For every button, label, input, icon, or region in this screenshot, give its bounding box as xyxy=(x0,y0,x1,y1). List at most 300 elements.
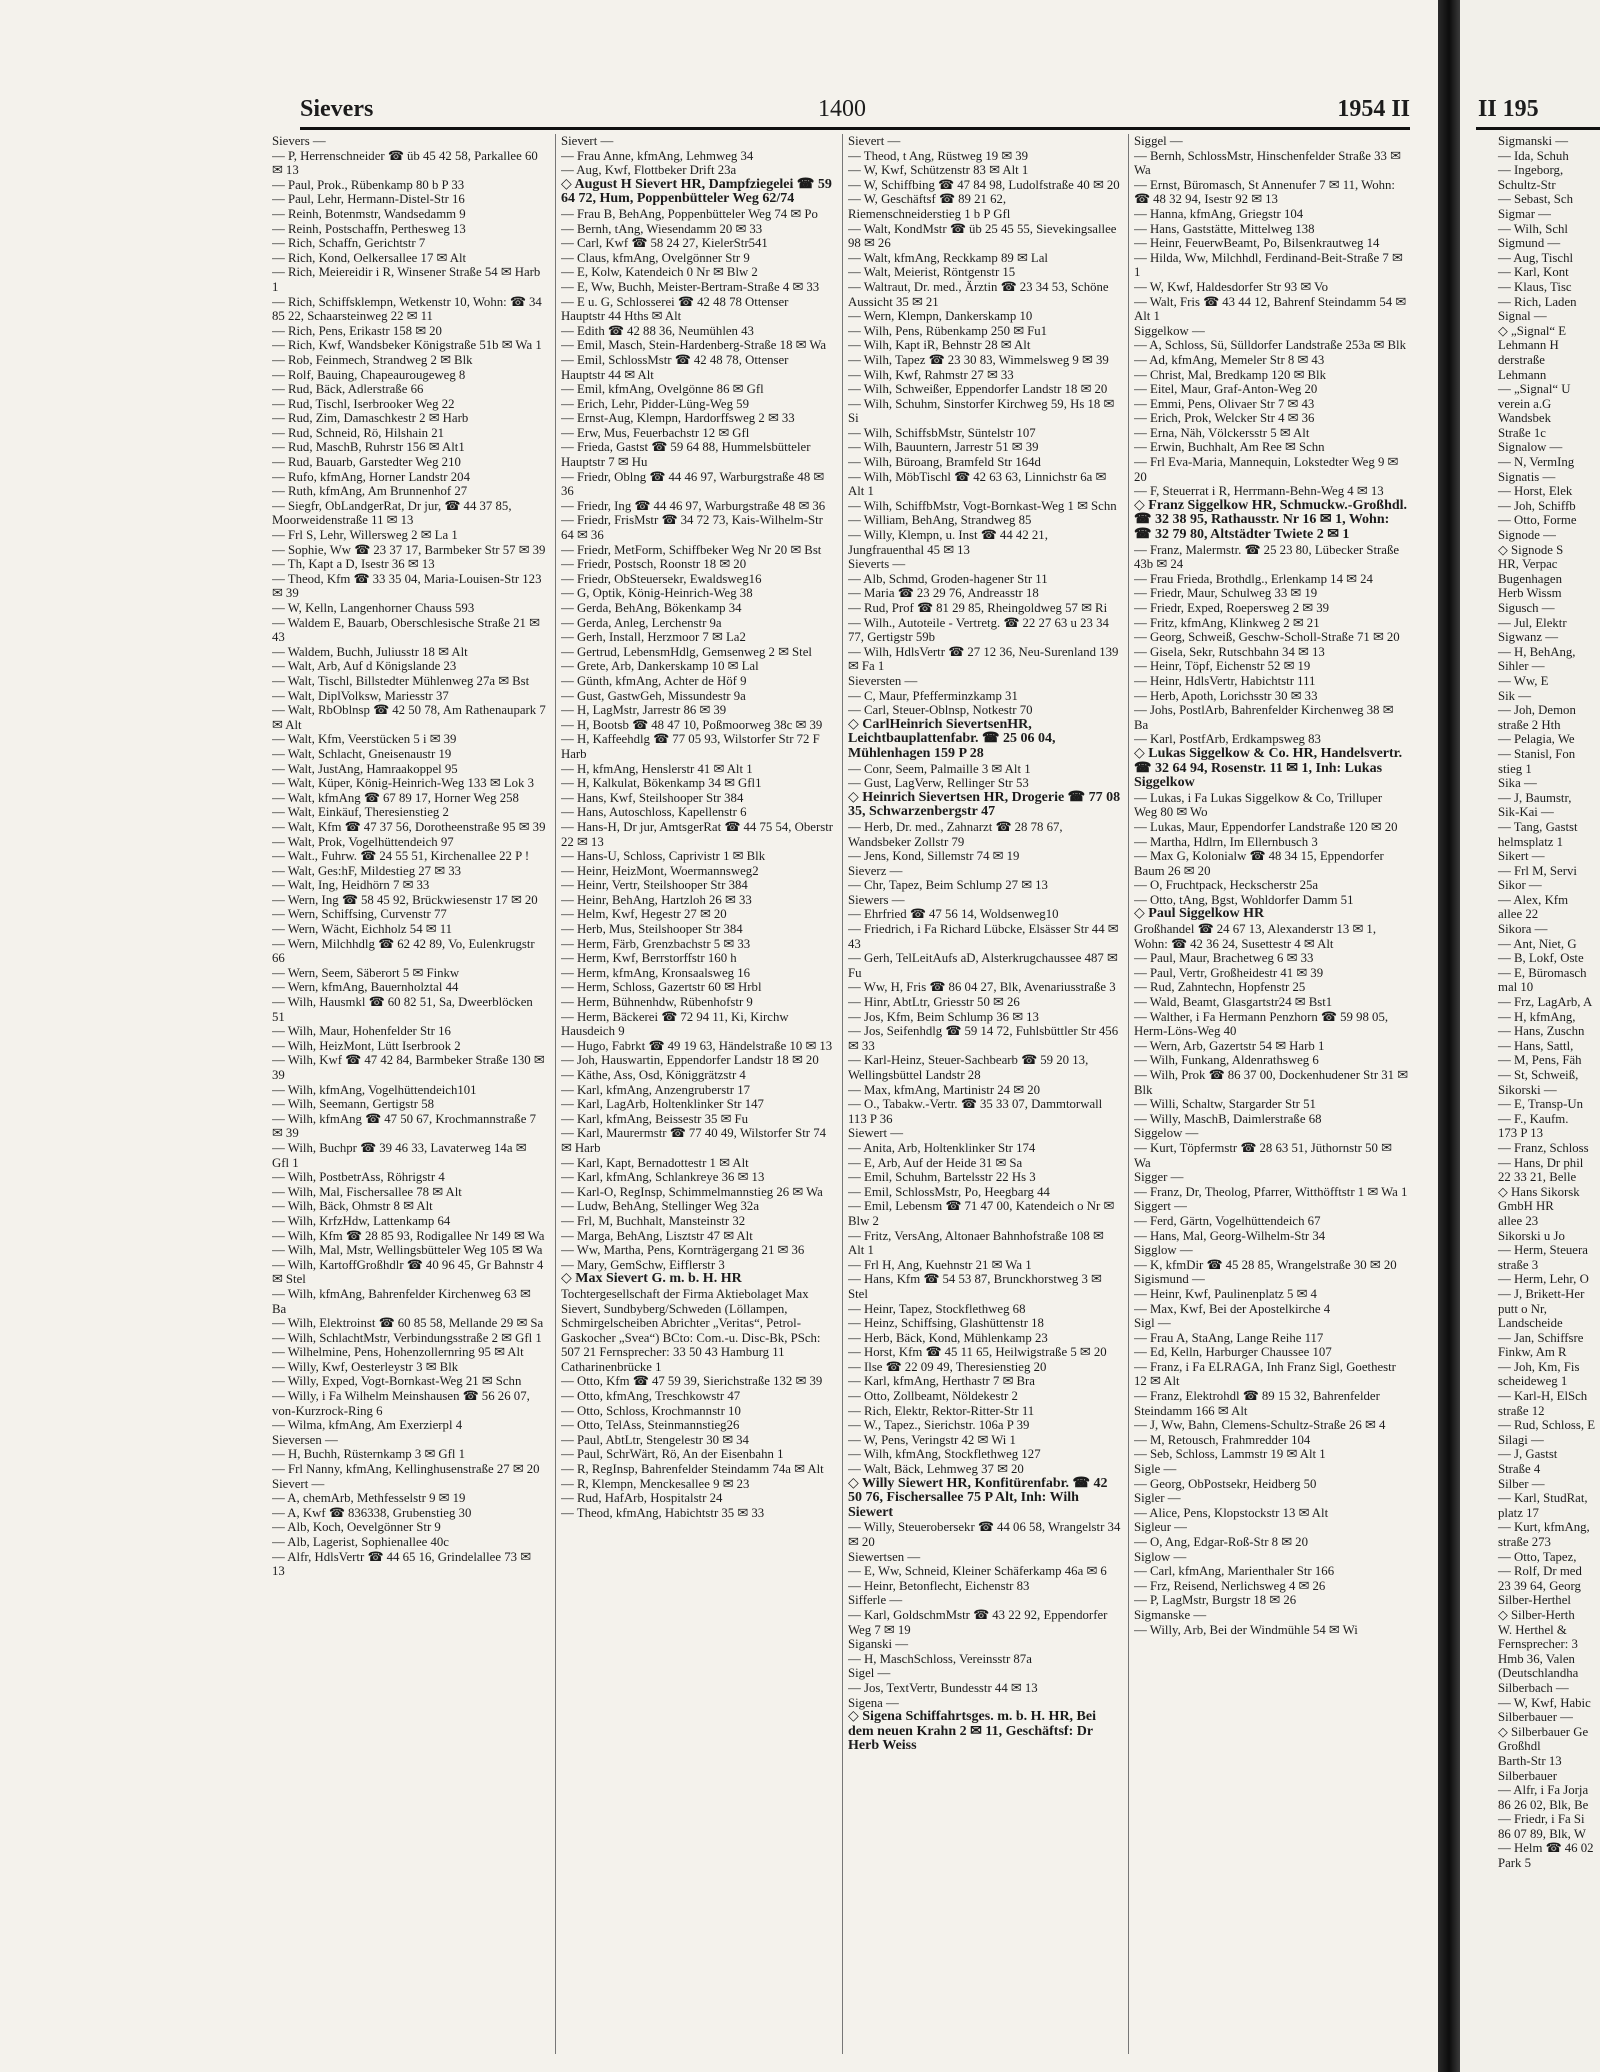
directory-entry: — Otto, Schloss, Krochmannstr 10 xyxy=(561,1403,741,1418)
directory-entry: — H, kfmAng, Henslerstr 41 ✉ Alt 1 xyxy=(561,761,753,776)
directory-entry: — Rud, Prof ☎ 81 29 85, Rheingoldweg 57 ✉ Ri xyxy=(848,601,1108,615)
directory-entry: — Erich, Lehr, Pidder-Lüng-Weg 59 xyxy=(561,396,749,411)
directory-entry: — Wern, kfmAng, Bauernholztal 44 xyxy=(272,980,459,995)
directory-entry: — Conr, Seem, Palmaille 3 ✉ Alt 1 xyxy=(848,761,1031,776)
directory-entry: — Rud, Zim, Damaschkestr 2 ✉ Harb xyxy=(272,411,469,426)
directory-entry: — Heinr, HdlsVertr, Habichtstr 111 xyxy=(1134,673,1316,688)
directory-entry: — Wilh, Büroang, Bramfeld Str 164d xyxy=(848,455,1041,470)
directory-entry: — Carl, Steuer-Oblnsp, Notkestr 70 xyxy=(848,703,1033,718)
directory-entry: — Friedr, i Fa Si xyxy=(1498,1812,1585,1827)
directory-entry: — Stanisl, Fon xyxy=(1498,746,1576,761)
directory-entry: — Hugo, Fabrkt ☎ 49 19 63, Händelstraße 10 ✉ 13 xyxy=(561,1038,833,1053)
directory-entry: — Max, Kwf, Bei der Apostelkirche 4 xyxy=(1134,1301,1331,1316)
directory-entry: Landscheide xyxy=(1498,1316,1563,1331)
directory-entry: — Max G, Kolonialw ☎ 48 34 15, Eppendorfer Baum 26 ✉ 20 xyxy=(1134,849,1384,878)
directory-entry: Sieversten — xyxy=(848,673,918,688)
directory-entry: — Heinr, HeizMont, Woermannsweg2 xyxy=(561,863,759,878)
directory-entry: — Paul, Maur, Brachetweg 6 ✉ 33 xyxy=(1134,951,1314,966)
directory-entry: — Walt, Kfm ☎ 47 37 56, Dorotheenstraße 95 ✉ 39 xyxy=(272,819,546,834)
directory-entry: ◇ Franz Siggelkow HR, Schmuckw.-Großhdl. ☎ 32 38 95, Rathausstr. Nr 16 ✉ 1, Wohn: ☎ 32 79 80, Altstädter Twiete 2 ✉ 1 xyxy=(1134,497,1408,543)
directory-entry: mal 10 xyxy=(1498,980,1534,995)
directory-entry: allee 22 xyxy=(1498,907,1539,922)
directory-entry: — Emil, Masch, Stein-Hardenberg-Straße 18 ✉ Wa xyxy=(561,338,827,353)
directory-entry: — Wilhelmine, Pens, Hohenzollernring 95 ✉ Alt xyxy=(272,1345,524,1360)
directory-entry: ◇ Paul Siggelkow HR xyxy=(1134,906,1265,922)
directory-entry: — K, kfmDir ☎ 45 28 85, Wrangelstraße 30 ✉ 20 xyxy=(1134,1257,1397,1272)
directory-entry: ◇ August H Sievert HR, Dampfziegelei ☎ 59 64 72, Hum, Poppenbütteler Weg 62/74 xyxy=(561,176,832,207)
directory-entry: — Ehrfried ☎ 47 56 14, Woldsenweg10 xyxy=(848,907,1059,922)
directory-entry: — Heinr, Töpf, Eichenstr 52 ✉ 19 xyxy=(1134,659,1311,674)
directory-entry: Straße 4 xyxy=(1498,1462,1541,1477)
directory-entry: — Karl, kfmAng, Anzengruberstr 17 xyxy=(561,1082,751,1097)
directory-entry: — J, Ww, Bahn, Clemens-Schultz-Straße 26 ✉ 4 xyxy=(1134,1418,1386,1433)
directory-entry: Sigel — xyxy=(848,1666,891,1681)
directory-entry: — Wilh, KartoffGroßhdlr ☎ 40 96 45, Gr Bahnstr 4 ✉ Stel xyxy=(272,1257,544,1287)
directory-entry: — Gust, LagVerw, Rellinger Str 53 xyxy=(848,776,1029,791)
directory-entry: — Hans, Mal, Georg-Wilhelm-Str 34 xyxy=(1134,1228,1326,1243)
directory-entry: — Walt, Schlacht, Gneisenaustr 19 xyxy=(272,746,452,761)
directory-entry: straße 12 xyxy=(1498,1403,1545,1418)
directory-entry: — Karl, StudRat, xyxy=(1498,1491,1588,1506)
directory-entry: Sikorski u Jo xyxy=(1498,1228,1565,1243)
directory-entry: — Friedr, MetForm, Schiffbeker Weg Nr 20 ✉ Bst xyxy=(561,542,822,557)
directory-entry: — Frz, Reisend, Nerlichsweg 4 ✉ 26 xyxy=(1134,1578,1326,1593)
directory-entry: — Hans, Autoschloss, Kapellenstr 6 xyxy=(561,805,747,820)
directory-entry: — Wilh, Elektroinst ☎ 60 85 58, Mellande 29 ✉ Sa xyxy=(272,1316,544,1331)
directory-entry: — Walt, KondMstr ☎ üb 25 45 55, Sievekingsallee 98 ✉ 26 xyxy=(848,221,1117,251)
directory-entry: — Martha, Hdlrn, Im Ellernbusch 3 xyxy=(1134,834,1318,849)
directory-entry: — Willy, Kwf, Oesterleystr 3 ✉ Blk xyxy=(272,1359,459,1374)
directory-entry: Sieversen — xyxy=(272,1432,338,1447)
directory-entry: — Hans, Sattl, xyxy=(1498,1038,1574,1053)
directory-entry: — Fritz, kfmAng, Klinkweg 2 ✉ 21 xyxy=(1134,615,1320,630)
directory-entry: Sieverts — xyxy=(848,557,906,572)
directory-entry: — Friedrich, i Fa Richard Lübcke, Elsässer Str 44 ✉ 43 xyxy=(848,922,1119,951)
directory-entry: ◇ Signode S xyxy=(1498,542,1564,557)
directory-entry: — Rud, Bäck, Adlerstraße 66 xyxy=(272,382,424,397)
directory-entry: scheideweg 1 xyxy=(1498,1374,1568,1389)
directory-entry: — Wilh, Mal, Mstr, Wellingsbütteler Weg 105 ✉ Wa xyxy=(272,1243,543,1258)
directory-entry: Siewert — xyxy=(848,1126,904,1141)
directory-entry: — Erna, Näh, Völckersstr 5 ✉ Alt xyxy=(1134,425,1310,440)
directory-entry: — Karl, kfmAng, Schlankreye 36 ✉ 13 xyxy=(561,1170,765,1185)
directory-entry: — Walt., Fuhrw. ☎ 24 55 51, Kirchenallee 22 P ! xyxy=(272,849,530,864)
directory-entry: Straße 1c xyxy=(1498,425,1546,440)
directory-entry: — Rich, Kwf, Wandsbeker Königstraße 51b ✉ Wa 1 xyxy=(272,338,542,353)
directory-entry: Sifferle — xyxy=(848,1593,903,1608)
directory-entry: — Jos, TextVertr, Bundesstr 44 ✉ 13 xyxy=(848,1680,1038,1695)
directory-entry: — Herb, Bäck, Kond, Mühlenkamp 23 xyxy=(848,1330,1048,1345)
directory-entry: — Helm ☎ 46 02 xyxy=(1498,1841,1594,1856)
directory-entry: Silagi — xyxy=(1498,1432,1544,1447)
directory-entry: ◇ Heinrich Sievertsen HR, Drogerie ☎ 77 08 35, Schwarzenbergstr 47 xyxy=(848,789,1121,820)
directory-entry: Großhandel ☎ 24 67 13, Alexanderstr 13 ✉ 1, Wohn: ☎ 42 36 24, Susettestr 4 ✉ Alt xyxy=(1134,922,1377,951)
directory-entry: — Walt, Prok, Vogelhüttendeich 97 xyxy=(272,834,454,849)
directory-entry: — Alex, Kfm xyxy=(1498,892,1569,907)
directory-entry: — Wilh, Kfm ☎ 28 85 93, Rodigallee Nr 149 ✉ Wa xyxy=(272,1228,545,1243)
directory-entry: — Ingeborg, xyxy=(1498,163,1564,178)
directory-entry: — E, Transp-Un xyxy=(1498,1097,1583,1112)
directory-entry: Sikora — xyxy=(1498,922,1548,937)
directory-entry: — Emil, SchlossMstr, Po, Heegbarg 44 xyxy=(848,1184,1050,1199)
directory-entry: — Wern, Seem, Säberort 5 ✉ Finkw xyxy=(272,965,460,980)
directory-entry: — F., Kaufm. xyxy=(1498,1111,1569,1126)
directory-entry: Sigger — xyxy=(1134,1170,1184,1185)
directory-entry: — Walt, Meierist, Röntgenstr 15 xyxy=(848,265,1016,280)
directory-entry: — Carl, kfmAng, Marienthaler Str 166 xyxy=(1134,1564,1335,1579)
directory-entry: — Rud, Schloss, E xyxy=(1498,1418,1596,1433)
directory-entry: putt o Nr, xyxy=(1498,1301,1547,1316)
directory-entry: — Seb, Schloss, Lammstr 19 ✉ Alt 1 xyxy=(1134,1447,1326,1462)
directory-entry: — Rich, Kond, Oelkersallee 17 ✉ Alt xyxy=(272,250,467,265)
directory-entry: — Otto, Forme xyxy=(1498,513,1577,528)
directory-entry: — E, Arb, Auf der Heide 31 ✉ Sa xyxy=(848,1155,1023,1170)
directory-entry: — Wilh, Pens, Rübenkamp 250 ✉ Fu1 xyxy=(848,323,1048,338)
directory-entry: — Theod, Kfm ☎ 33 35 04, Maria-Louisen-Str 123 ✉ 39 xyxy=(272,571,542,601)
directory-entry: — Frau Frieda, Brothdlg., Erlenkamp 14 ✉ 24 xyxy=(1134,571,1373,586)
directory-entry: 173 P 13 xyxy=(1498,1126,1544,1141)
directory-entry: — Friedr, Ing ☎ 44 46 97, Warburgstraße 48 ✉ 36 xyxy=(561,498,826,513)
directory-entry: — E, Ww, Buchh, Meister-Bertram-Straße 4 ✉ 33 xyxy=(561,279,820,294)
directory-entry: — Walt, RbOblnsp ☎ 42 50 78, Am Rathenaupark 7 ✉ Alt xyxy=(272,703,546,732)
directory-entry: — Otto, Kfm ☎ 47 59 39, Sierichstraße 132 ✉ 39 xyxy=(561,1374,823,1389)
directory-entry: — Jens, Kond, Sillemstr 74 ✉ 19 xyxy=(848,849,1020,864)
column-1 xyxy=(272,134,546,2054)
directory-entry: Sigglow — xyxy=(1134,1243,1193,1258)
directory-entry: Signalow — xyxy=(1498,440,1563,455)
directory-entry: — Karl, kfmAng, Beissestr 35 ✉ Fu xyxy=(561,1111,749,1126)
directory-entry: — Walt, Arb, Auf d Königslande 23 xyxy=(272,659,457,674)
directory-entry: — Wilh, Schweißer, Eppendorfer Landstr 18 ✉ 20 xyxy=(848,382,1108,397)
directory-entry: — Otto, TelAss, Steinmannstieg26 xyxy=(561,1418,740,1433)
directory-entry: — Hanna, kfmAng, Griegstr 104 xyxy=(1134,206,1304,221)
directory-entry: Sik-Kai — xyxy=(1498,805,1554,820)
directory-entry: Sigler — xyxy=(1134,1491,1181,1506)
directory-entry: Silberbauer — xyxy=(1498,1710,1573,1725)
directory-entry: — J, Brikett-Her xyxy=(1498,1286,1585,1301)
directory-entry: — Joh, Demon xyxy=(1498,703,1576,718)
directory-entry: Silberbauer xyxy=(1498,1768,1557,1783)
directory-entry: — Franz, Malermstr. ☎ 25 23 80, Lübecker Straße 43b ✉ 24 xyxy=(1134,542,1400,572)
directory-entry: — Gisela, Sekr, Rutschbahn 34 ✉ 13 xyxy=(1134,644,1325,659)
directory-entry: — Willy, Klempn, u. Inst ☎ 44 42 21, Jungfrauenthal 45 ✉ 13 xyxy=(848,528,1048,557)
directory-entry: — Carl, Kwf ☎ 58 24 27, KielerStr541 xyxy=(561,236,768,251)
directory-entry: Siggel — xyxy=(1134,134,1183,148)
directory-entry: Sievert — xyxy=(848,134,901,148)
directory-entry: — Edith ☎ 42 88 36, Neumühlen 43 xyxy=(561,323,754,338)
directory-entry: — Hans, Zuschn xyxy=(1498,1024,1585,1039)
directory-entry: 23 39 64, Georg xyxy=(1498,1578,1581,1593)
directory-entry: — Heinr, Betonflecht, Eichenstr 83 xyxy=(848,1578,1030,1593)
directory-entry: — St, Schweiß, xyxy=(1498,1068,1579,1082)
directory-entry: ◇ Sigena Schiffahrtsges. m. b. H. HR, Bei dem neuen Krahn 2 ✉ 11, Geschäftsf: Dr Herb Weiss xyxy=(848,1709,1096,1754)
directory-entry: — Frieda, Gastst ☎ 59 64 88, Hummelsbütteler Hauptstr 7 ✉ Hu xyxy=(561,440,811,470)
directory-entry: — Rich, Schaffn, Gerichtstr 7 xyxy=(272,236,426,251)
directory-entry: — Wilh, kfmAng ☎ 47 50 67, Krochmannstraße 7 ✉ 39 xyxy=(272,1111,536,1141)
directory-entry: — Frau Anne, kfmAng, Lehmweg 34 xyxy=(561,148,754,163)
directory-entry: — P, LagMstr, Burgstr 18 ✉ 26 xyxy=(1134,1593,1297,1608)
directory-entry: — Heinr, Tapez, Stockflethweg 68 xyxy=(848,1301,1026,1316)
directory-entry: — Walt, Fris ☎ 43 44 12, Bahrenf Steindamm 54 ✉ Alt 1 xyxy=(1134,294,1407,324)
directory-entry: — Heinz, Schiffsing, Glashüttenstr 18 xyxy=(848,1316,1044,1331)
directory-entry: ◇ Silberbauer Ge xyxy=(1498,1724,1589,1739)
directory-entry: — Herm, Lehr, O xyxy=(1498,1272,1589,1287)
directory-entry: — Erw, Mus, Feuerbachstr 12 ✉ Gfl xyxy=(561,425,750,440)
directory-entry: Park 5 xyxy=(1498,1856,1532,1871)
directory-entry: — Jos, Seifenhdlg ☎ 59 14 72, Fuhlsbüttler Str 456 ✉ 33 xyxy=(848,1024,1119,1053)
header-rule xyxy=(300,127,1410,130)
directory-entry: — Rolf, Bauing, Chapeaurougeweg 8 xyxy=(272,367,466,382)
directory-entry: — Ant, Niet, G xyxy=(1498,936,1577,951)
directory-entry: — Wilh, Seemann, Gertigstr 58 xyxy=(272,1097,435,1112)
directory-entry: — Pelagia, We xyxy=(1498,732,1575,747)
directory-entry: — Aug, Kwf, Flottbeker Drift 23a xyxy=(561,163,737,178)
directory-entry: — Rich, Pens, Erikastr 158 ✉ 20 xyxy=(272,323,442,338)
directory-entry: — Friedr, ObSteuersekr, Ewaldsweg16 xyxy=(561,571,762,586)
directory-entry: Lehmann xyxy=(1498,367,1547,382)
directory-entry: — Joh, Km, Fis xyxy=(1498,1359,1580,1374)
directory-entry: — Hinr, AbtLtr, Griesstr 50 ✉ 26 xyxy=(848,995,1020,1010)
directory-entry: straße 2 Hth xyxy=(1498,717,1561,732)
directory-entry: Sigmund — xyxy=(1498,236,1561,251)
directory-entry: helmsplatz 1 xyxy=(1498,834,1564,849)
directory-entry: — Willi, Schaltw, Stargarder Str 51 xyxy=(1134,1097,1316,1112)
directory-entry: Wandsbek xyxy=(1498,411,1551,426)
directory-entry: — Rud, Schneid, Rö, Hilshain 21 xyxy=(272,425,445,440)
column-divider xyxy=(555,134,556,2054)
directory-entry: — Herm, kfmAng, Kronsaalsweg 16 xyxy=(561,965,751,980)
directory-entry: — Ilse ☎ 22 09 49, Theresienstieg 20 xyxy=(848,1359,1047,1374)
directory-entry: — Alfr, HdlsVertr ☎ 44 65 16, Grindelallee 73 ✉ 13 xyxy=(272,1549,531,1579)
directory-entry: — E, Kolw, Katendeich 0 Nr ✉ Blw 2 xyxy=(561,265,758,280)
directory-entry: — Gertrud, LebensmHdlg, Gemsenweg 2 ✉ Stel xyxy=(561,644,812,659)
directory-entry: — Wilh, Mal, Fischersallee 78 ✉ Alt xyxy=(272,1184,462,1199)
directory-entry: — Heinr, Kwf, Paulinenplatz 5 ✉ 4 xyxy=(1134,1286,1317,1301)
directory-entry: — Hans, Dr phil xyxy=(1498,1155,1584,1170)
directory-entry: — Emil, Schuhm, Bartelsstr 22 Hs 3 xyxy=(848,1170,1036,1185)
directory-entry: — H, BehAng, xyxy=(1498,644,1576,659)
directory-entry: — Frl M, Servi xyxy=(1498,863,1577,878)
directory-entry: — Klaus, Tisc xyxy=(1498,279,1572,294)
directory-entry: — Gust, GastwGeh, Missundestr 9a xyxy=(561,688,746,703)
directory-entry: — W, Kwf, Schützenstr 83 ✉ Alt 1 xyxy=(848,163,1029,178)
directory-entry: Siganski — xyxy=(848,1637,909,1652)
directory-entry: — Ernst, Büromasch, St Annenufer 7 ✉ 11, Wohn: ☎ 48 32 94, Isestr 92 ✉ 13 xyxy=(1134,177,1395,207)
directory-entry: — W., Tapez., Sierichstr. 106a P 39 xyxy=(848,1418,1030,1433)
directory-entry: — J, Baumstr, xyxy=(1498,790,1572,805)
directory-entry: — Willy, i Fa Wilhelm Meinshausen ☎ 56 26 07, von-Kurzrock-Ring 6 xyxy=(272,1389,530,1418)
directory-entry: — W, Geschäftsf ☎ 89 21 62, Riemenschneiderstieg 1 b P Gfl xyxy=(848,192,1011,221)
directory-entry: — H, kfmAng, xyxy=(1498,1009,1576,1024)
directory-entry: — Rich, Elektr, Rektor-Ritter-Str 11 xyxy=(848,1403,1035,1418)
directory-entry: — F, Steuerrat i R, Herrmann-Behn-Weg 4 ✉ 13 xyxy=(1134,484,1384,499)
directory-entry: ◇ Willy Siewert HR, Konfitürenfabr. ☎ 42 50 76, Fischersallee 75 P Alt, Inh: Wilh Siewert xyxy=(848,1475,1108,1520)
directory-entry: — Wern, Klempn, Dankerskamp 10 xyxy=(848,309,1033,324)
directory-entry: — Willy, Exped, Vogt-Bornkast-Weg 21 ✉ Schn xyxy=(272,1374,522,1389)
directory-entry: — Rud, Bauarb, Garstedter Weg 210 xyxy=(272,455,461,470)
column-3 xyxy=(848,134,1122,2054)
directory-entry: — Ww, H, Fris ☎ 86 04 27, Blk, Avenariusstraße 3 xyxy=(848,980,1116,995)
directory-entry: — Herm, Bühnenhdw, Rübenhofstr 9 xyxy=(561,995,753,1010)
directory-entry: derstraße xyxy=(1498,352,1545,367)
directory-entry: GmbH HR xyxy=(1498,1199,1554,1214)
directory-entry: Sihler — xyxy=(1498,659,1545,674)
directory-entry: — Georg, Schweiß, Geschw-Scholl-Straße 71 ✉ 20 xyxy=(1134,630,1400,645)
directory-entry: — R, Klempn, Menckesallee 9 ✉ 23 xyxy=(561,1476,750,1491)
directory-entry: — Wilh, Schuhm, Sinstorfer Kirchweg 59, Hs 18 ✉ Si xyxy=(848,396,1115,426)
directory-entry: — Walt, Bäck, Lehmweg 37 ✉ 20 xyxy=(848,1462,1024,1477)
directory-entry: — Wern, Arb, Gazertstr 54 ✉ Harb 1 xyxy=(1134,1038,1325,1053)
column-4 xyxy=(1134,134,1408,2054)
directory-entry: — Herm, Steuera xyxy=(1498,1243,1588,1258)
directory-entry: W. Herthel & xyxy=(1498,1622,1567,1637)
directory-entry: — „Signal“ U xyxy=(1498,382,1571,397)
directory-entry: — Joh, Schiffb xyxy=(1498,498,1576,513)
directory-entry: — Wilh, MöbTischl ☎ 42 63 63, Linnichstr 6a ✉ Alt 1 xyxy=(848,469,1107,499)
directory-entry: Siggelow — xyxy=(1134,1126,1199,1141)
directory-entry: — Käthe, Ass, Osd, Königgrätzstr 4 xyxy=(561,1068,746,1082)
directory-entry: — Herb, Dr. med., Zahnarzt ☎ 28 78 67, Wandsbeker Zollstr 79 xyxy=(848,819,1063,849)
directory-entry: Siggert — xyxy=(1134,1199,1187,1214)
directory-entry: — Wilma, kfmAng, Am Exerzierpl 4 xyxy=(272,1418,463,1433)
directory-entry: — Karl, GoldschmMstr ☎ 43 22 92, Eppendorfer Weg 7 ✉ 19 xyxy=(848,1607,1108,1637)
directory-entry: — Emil, SchlossMstr ☎ 42 48 78, Ottenser Hauptstr 44 ✉ Alt xyxy=(561,352,789,382)
directory-entry: — H, Bootsb ☎ 48 47 10, Poßmoorweg 38c ✉ 39 xyxy=(561,717,823,732)
directory-entry: — Th, Kapt a D, Isestr 36 ✉ 13 xyxy=(272,557,435,572)
directory-entry: Lehmann H xyxy=(1498,338,1559,353)
directory-entry: — Wilh, Maur, Hohenfelder Str 16 xyxy=(272,1024,451,1039)
directory-entry: — Paul, Lehr, Hermann-Distel-Str 16 xyxy=(272,192,465,207)
directory-entry: — Friedr, Exped, Roepersweg 2 ✉ 39 xyxy=(1134,601,1330,615)
page-number: 1400 xyxy=(818,96,866,122)
directory-entry: — Christ, Mal, Bredkamp 120 ✉ Blk xyxy=(1134,367,1327,382)
directory-entry: — Willy, MaschB, Daimlerstraße 68 xyxy=(1134,1111,1322,1126)
directory-entry: Sigena — xyxy=(848,1695,899,1710)
directory-entry: — Günth, kfmAng, Achter de Höf 9 xyxy=(561,673,747,688)
directory-entry: — O, Fruchtpack, Heckscherstr 25a xyxy=(1134,878,1319,893)
directory-entry: — Karl, Maurermstr ☎ 77 40 49, Wilstorfer Str 74 ✉ Harb xyxy=(561,1126,827,1155)
directory-entry: 86 26 02, Blk, Be xyxy=(1498,1797,1589,1812)
directory-entry: — Wilh, SchiffsbMstr, Süntelstr 107 xyxy=(848,425,1036,440)
directory-entry: — Johs, PostlArb, Bahrenfelder Kirchenweg 38 ✉ Ba xyxy=(1134,703,1394,732)
directory-entry: — Franz, i Fa ELRAGA, Inh Franz Sigl, Goethestr 12 ✉ Alt xyxy=(1134,1359,1396,1389)
directory-entry: — Max, kfmAng, Martinistr 24 ✉ 20 xyxy=(848,1082,1040,1097)
directory-entry: — O., Tabakw.-Vertr. ☎ 35 33 07, Dammtorwall 113 P 36 xyxy=(848,1097,1103,1126)
directory-entry: 86 07 89, Blk, W xyxy=(1498,1826,1586,1841)
directory-entry: — Karl, Kont xyxy=(1498,265,1569,280)
directory-entry: — Wilh, Schl xyxy=(1498,221,1568,236)
directory-entry: — Otto, Zollbeamt, Nöldekestr 2 xyxy=(848,1389,1018,1404)
directory-entry: — Theod, kfmAng, Habichtstr 35 ✉ 33 xyxy=(561,1505,765,1520)
directory-entry: — Alb, Koch, Oevelgönner Str 9 xyxy=(272,1520,441,1535)
directory-entry: — E, Ww, Schneid, Kleiner Schäferkamp 46a ✉ 6 xyxy=(848,1564,1107,1579)
directory-entry: — Wilh, Prok ☎ 86 37 00, Dockenhudener Str 31 ✉ Blk xyxy=(1134,1068,1408,1097)
directory-entry: — Wilh, kfmAng, Bahrenfelder Kirchenweg 63 ✉ Ba xyxy=(272,1286,531,1316)
directory-entry: — J, Gastst xyxy=(1498,1447,1558,1462)
directory-entry: Signatis — xyxy=(1498,469,1556,484)
directory-entry: allee 23 xyxy=(1498,1213,1539,1228)
directory-entry: — Friedr, FrisMstr ☎ 34 72 73, Kais-Wilhelm-Str 64 ✉ 36 xyxy=(561,513,823,543)
directory-entry: Silber-Herthel xyxy=(1498,1593,1571,1608)
directory-entry: Sika — xyxy=(1498,776,1537,791)
directory-entry: — Erwin, Buchhalt, Am Ree ✉ Schn xyxy=(1134,440,1325,455)
directory-entry: — Wald, Beamt, Glasgartstr24 ✉ Bst1 xyxy=(1134,995,1333,1010)
directory-entry: ◇ CarlHeinrich SievertsenHR, Leichtbauplattenfabr. ☎ 25 06 04, Mühlenhagen 159 P 28 xyxy=(848,716,1056,761)
directory-entry: — Franz, Dr, Theolog, Pfarrer, Witthöfftstr 1 ✉ Wa 1 xyxy=(1134,1184,1408,1199)
directory-entry: — Otto, tAng, Bgst, Wohldorfer Damm 51 xyxy=(1134,892,1354,907)
directory-entry: — Frl H, Ang, Kuehnstr 21 ✉ Wa 1 xyxy=(848,1257,1032,1272)
directory-entry: — Karl, LagArb, Holtenklinker Str 147 xyxy=(561,1097,764,1112)
directory-entry: — Erich, Prok, Welcker Str 4 ✉ 36 xyxy=(1134,411,1315,426)
directory-entry: — Wilh., Autoteile - Vertretg. ☎ 22 27 63 u 23 34 77, Gertigstr 59b xyxy=(848,615,1109,645)
directory-entry: — B, Lokf, Oste xyxy=(1498,951,1584,966)
directory-entry: — Ww, Martha, Pens, Kornträgergang 21 ✉ 36 xyxy=(561,1243,805,1258)
directory-entry: Großhdl xyxy=(1498,1739,1541,1754)
column-divider xyxy=(842,134,843,2054)
directory-entry: — Herb, Mus, Steilshooper Str 384 xyxy=(561,922,743,937)
directory-entry: Sigmar — xyxy=(1498,206,1551,221)
directory-entry: — Alb, Schmd, Groden-hagener Str 11 xyxy=(848,571,1048,586)
directory-entry: — Jul, Elektr xyxy=(1498,615,1567,630)
adjacent-page-column xyxy=(1498,134,1600,1871)
directory-entry: ◇ „Signal“ E xyxy=(1498,323,1567,338)
adjacent-page-edge xyxy=(1460,0,1600,2072)
directory-entry: — Hans, Gaststätte, Mittelweg 138 xyxy=(1134,221,1315,236)
directory-entry: — Gerda, Anleg, Lerchenstr 9a xyxy=(561,615,722,630)
directory-entry: — Herm, Kwf, Berrstorffstr 160 h xyxy=(561,951,737,966)
directory-entry: Tochtergesellschaft der Firma Aktiebolaget Max Sievert, Sundbyberg/Schweden (Löllampen, Schmirgelscheiben Abrichter „Veritas“, Petrol-Gaskocher „Svea“) BCto: Com.-u. Disc-Bk, PSch: 507 21 Fernsprecher: 33 50 43 Hamburg 11 Catharinenbrücke 1 xyxy=(561,1286,821,1374)
directory-entry: — Herm, Schloss, Gazertstr 60 ✉ Hrbl xyxy=(561,980,762,995)
directory-entry: Signode — xyxy=(1498,528,1556,543)
directory-entry: — Ernst-Aug, Klempn, Hardorffsweg 2 ✉ 33 xyxy=(561,411,795,426)
directory-entry: Siggelkow — xyxy=(1134,323,1205,338)
directory-entry: — Siegfr, ObLandgerRat, Dr jur, ☎ 44 37 85, Moorweidenstraße 11 ✉ 13 xyxy=(272,498,512,528)
directory-entry: — Sophie, Ww ☎ 23 37 17, Barmbeker Str 57 ✉ 39 xyxy=(272,542,546,557)
directory-entry: — Eitel, Maur, Graf-Anton-Weg 20 xyxy=(1134,382,1318,397)
directory-entry: Siewers — xyxy=(848,892,905,907)
directory-entry: — Walt, Kfm, Veerstücken 5 i ✉ 39 xyxy=(272,732,457,747)
directory-entry: — Sebast, Sch xyxy=(1498,192,1574,207)
directory-entry: — Fritz, VersAng, Altonaer Bahnhofstraße 108 ✉ Alt 1 xyxy=(848,1228,1104,1258)
directory-entry: — Tang, Gastst xyxy=(1498,819,1578,834)
directory-entry: — Walt, Küper, König-Heinrich-Weg 133 ✉ Lok 3 xyxy=(272,776,535,791)
directory-entry: — Frl Nanny, kfmAng, Kellinghusenstraße 27 ✉ 20 xyxy=(272,1462,540,1477)
directory-entry: Sigusch — xyxy=(1498,601,1555,615)
directory-entry: — M, Retousch, Frahmredder 104 xyxy=(1134,1432,1311,1447)
directory-entry: — Wern, Schiffsing, Curvenstr 77 xyxy=(272,907,447,922)
directory-entry: — Marga, BehAng, Lisztstr 47 ✉ Alt xyxy=(561,1228,753,1243)
directory-entry: — Karl, kfmAng, Herthastr 7 ✉ Bra xyxy=(848,1374,1035,1389)
directory-entry: Silberbach — xyxy=(1498,1680,1569,1695)
directory-entry: Siewertsen — xyxy=(848,1549,921,1564)
directory-entry: — Wilh, Kwf ☎ 47 42 84, Barmbeker Straße 130 ✉ 39 xyxy=(272,1053,545,1082)
directory-entry: — Frl, M, Buchhalt, Mansteinstr 32 xyxy=(561,1213,746,1228)
page-header xyxy=(300,96,1410,130)
directory-entry: — Rud, Tischl, Iserbrooker Weg 22 xyxy=(272,396,455,411)
directory-entry: — Friedr, Maur, Schulweg 33 ✉ 19 xyxy=(1134,586,1318,601)
directory-entry: — Bernh, SchlossMstr, Hinschenfelder Straße 33 ✉ Wa xyxy=(1134,148,1401,178)
directory-entry: — Wilh, HdlsVertr ☎ 27 12 36, Neu-Surenland 139 ✉ Fa 1 xyxy=(848,644,1119,674)
directory-entry: — Anita, Arb, Holtenklinker Str 174 xyxy=(848,1140,1036,1155)
directory-entry: — Ferd, Gärtn, Vogelhüttendeich 67 xyxy=(1134,1213,1321,1228)
directory-entry: HR, Verpac xyxy=(1498,557,1558,572)
directory-entry: — Frau B, BehAng, Poppenbütteler Weg 74 ✉ Po xyxy=(561,206,818,221)
directory-entry: — Herb, Apoth, Lorichsstr 30 ✉ 33 xyxy=(1134,688,1318,703)
directory-entry: — Alice, Pens, Klopstockstr 13 ✉ Alt xyxy=(1134,1505,1329,1520)
directory-entry: — Maria ☎ 23 29 76, Andreasstr 18 xyxy=(848,586,1039,601)
directory-entry: — Rich, Schiffsklempn, Wetkenstr 10, Wohn: ☎ 34 85 22, Schaarsteinweg 22 ✉ 11 xyxy=(272,294,542,324)
directory-entry: — Emil, kfmAng, Ovelgönne 86 ✉ Gfl xyxy=(561,382,764,397)
